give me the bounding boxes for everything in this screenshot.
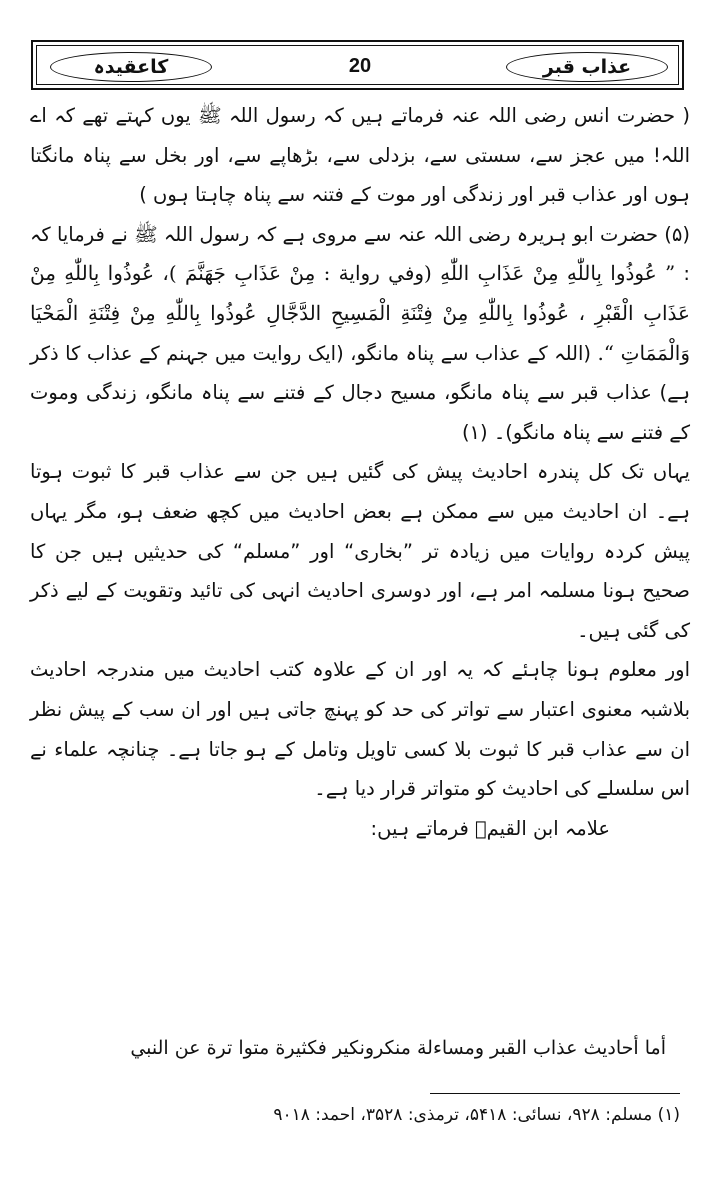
paragraph-hadith-abu-hurairah bbox=[30, 215, 690, 453]
header-title-right bbox=[506, 52, 668, 82]
header-title-left-text: کاعقیدہ bbox=[93, 56, 169, 78]
hadith-translation: (اللہ کے عذاب سے پناہ مانگو، (ایک روایت میں جہنم کے عذاب کا ذکر ہے) عذاب قبر سے پناہ مانگو، مسیح دجال کے فتنے سے پناہ مانگو، زندگی وموت کے فتنے سے پناہ مانگو)۔ (۱) bbox=[30, 341, 690, 444]
arabic-quote: أما أحاديث عذاب القبر ومساءلة منكرونكير فكثيرة متوا ترة عن النبي bbox=[130, 1037, 666, 1059]
paragraph-hadith-anas: ( حضرت انس رضی اللہ عنہ فرماتے ہیں کہ رسول اللہ ﷺ یوں کہتے تھے کہ اے اللہ! میں عجز سے، سستی سے، بزدلی سے، بڑھاپے سے، اور بخل سے پناہ مانگتا ہوں اور عذاب قبر اور زندگی اور موت کے فتنہ سے پناہ چاہتا ہوں ) bbox=[30, 104, 690, 207]
page-number: 20 bbox=[348, 55, 372, 77]
header-title-right-text: عذاب قبر bbox=[542, 56, 632, 78]
paragraph-hadith-count: یہاں تک کل پندرہ احادیث پیش کی گئیں ہیں جن سے عذاب قبر کا ثبوت ہوتا ہے۔ ان احادیث میں سے ممکن ہے بعض احادیث میں کچھ ضعف ہو، مگر یہاں پیش کردہ روایات میں زیادہ تر ”بخاری“ اور ”مسلم“ کی حدیثیں ہیں جن کا صحیح ہونا مسلمہ امر ہے، اور دوسری احادیث انہی کی تائید وتقویت کے لیے ذکر کی گئی ہیں۔ bbox=[30, 460, 690, 642]
header-title-left bbox=[50, 52, 212, 82]
footnote-divider bbox=[430, 1093, 680, 1094]
footnote: (۱) مسلم: ۹۲۸، نسائی: ۵۴۱۸، ترمذی: ۳۵۲۸، احمد: ۹۰۱۸ bbox=[273, 1105, 680, 1125]
quote-intro: علامہ ابن القیمؒ فرماتے ہیں: bbox=[370, 816, 610, 840]
paragraph-tawatur: اور معلوم ہونا چاہئے کہ یہ اور ان کے علاوہ کتب احادیث میں مندرجہ احادیث بلاشبہ معنوی اعتبار سے تواتر کی حد کو پہنچ جاتی ہیں اور ان سب کے پیش نظر ان سے عذاب قبر کا ثبوت بلا کسی تاویل وتامل کے ہو جاتا ہے۔ چنانچہ علماء نے اس سلسلے کی احادیث کو متواتر قرار دیا ہے۔ bbox=[30, 658, 690, 801]
hadith-arabic-text: ” عُوذُوا بِاللّٰهِ مِنْ عَذَابِ اللّٰهِ (وفي رواية : مِنْ عَذَابِ جَهَنَّمَ )، عُوذُوا بِاللّٰهِ مِنْ عَذَابِ الْقَبْرِ ، عُوذُوا بِاللّٰهِ مِنْ فِتْنَةِ الْمَسِيحِ الدَّجَّالِ عُوذُوا بِاللّٰهِ مِنْ فِتْنَةِ الْمَحْيَا وَالْمَمَاتِ “. bbox=[30, 261, 690, 365]
hadith-intro: (۵) حضرت ابو ہریرہ رضی اللہ عنہ سے مروی ہے کہ رسول اللہ ﷺ نے فرمایا کہ : bbox=[30, 222, 690, 286]
body-text bbox=[30, 96, 690, 848]
